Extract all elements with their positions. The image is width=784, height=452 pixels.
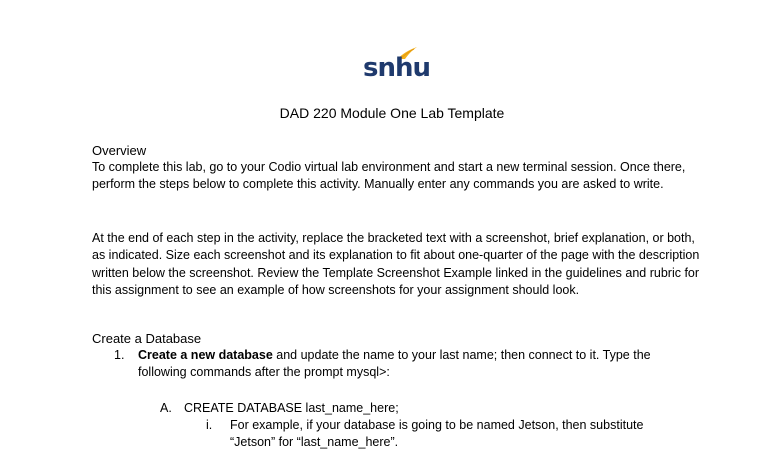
list-item-a-text: CREATE DATABASE last_name_here; — [184, 401, 399, 415]
list-letter: A. — [160, 401, 172, 415]
create-database-heading: Create a Database — [92, 331, 202, 346]
list-item-1-body — [138, 347, 698, 382]
snhu-logo — [360, 46, 430, 88]
overview-paragraph-1: To complete this lab, go to your Codio virtual lab environment and start a new terminal session. Once there, perform the steps below to complete this activity. Manually enter any commands you are asked to write. — [92, 160, 686, 192]
list-number: 1. — [114, 348, 125, 362]
list-item-1-bold: Create a new database — [138, 348, 273, 362]
logo-text: snhu — [363, 53, 431, 83]
list-item-1-text: and update the name to your last name; then connect to it. Type the following commands after the prompt mysql>: — [138, 348, 651, 380]
document-title: DAD 220 Module One Lab Template — [279, 105, 505, 121]
overview-heading: Overview — [92, 143, 147, 158]
list-roman: i. — [206, 418, 213, 432]
overview-paragraph-2: At the end of each step in the activity, replace the bracketed text with a screenshot, brief explanation, or both, as indicated. Size each screenshot and its explanation to fit about one-quarter of the page with the description written below the screenshot. Review the Template Screenshot Example linked in the guidelines and rubric for this assignment to see an example of how screenshots for your assignment should look. — [92, 231, 700, 297]
list-item-i-text: For example, if your database is going to be named Jetson, then substitute “Jetson” for “last_name_here”. — [230, 418, 644, 450]
